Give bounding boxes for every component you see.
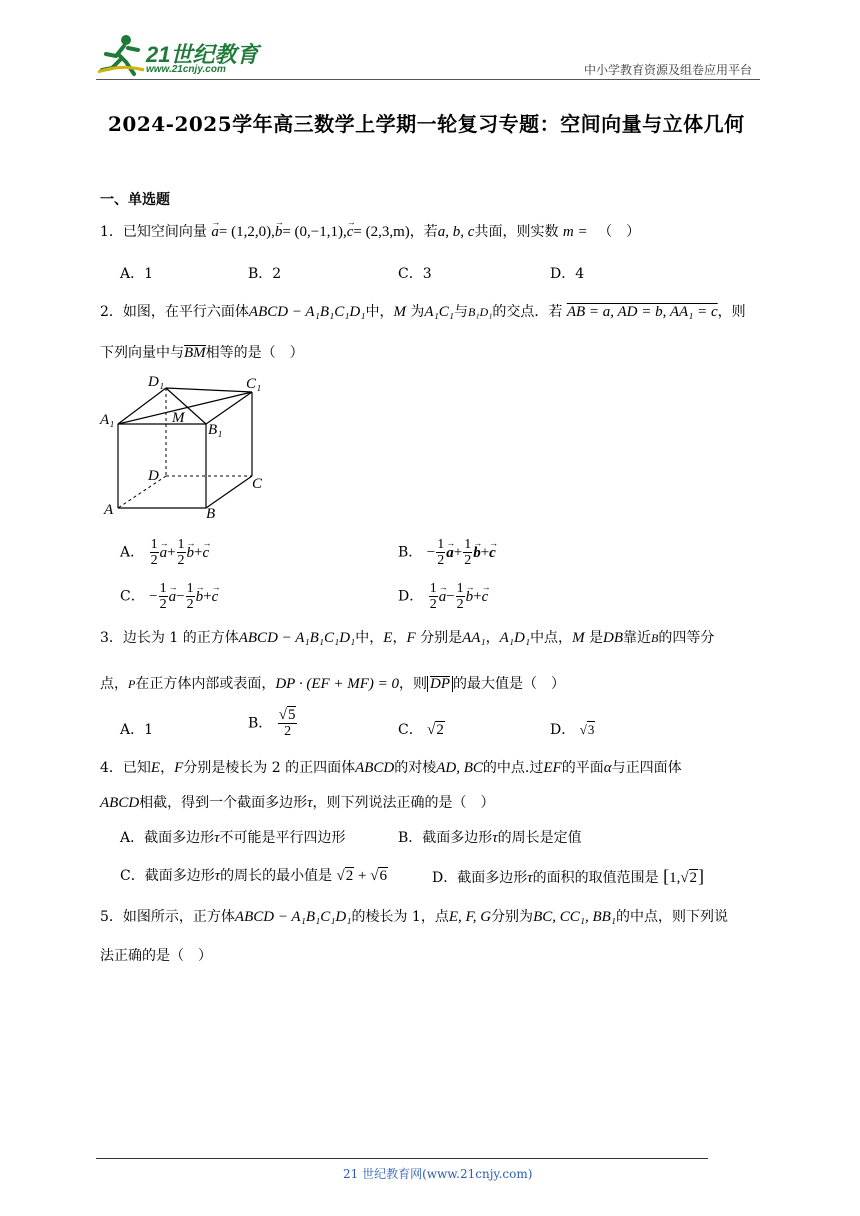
q2-text-4: 与 bbox=[454, 304, 469, 320]
q3-text-4: 中点， bbox=[530, 630, 573, 646]
sqrt-6: √6 bbox=[370, 868, 387, 884]
q2-option-c[interactable]: C． − $\frac{1}{2}$ → a− $\frac{1}{2}$ → b+→ c bbox=[120, 581, 218, 612]
q3-DP: DP bbox=[430, 676, 451, 692]
q3-text-5: 是 bbox=[589, 630, 604, 646]
q3-option-b-label: B． bbox=[248, 715, 273, 732]
frac-half: $\frac{1}{2}$ bbox=[437, 537, 445, 568]
q3-P: P bbox=[128, 677, 136, 691]
q1-option-b[interactable]: B．2 bbox=[248, 266, 282, 282]
q5-number: 5． bbox=[100, 909, 123, 925]
sqrt-2: √2 bbox=[336, 868, 354, 884]
q2-B1D1: B₁D₁ bbox=[468, 305, 493, 319]
q2-parallelepiped-figure bbox=[96, 370, 276, 520]
question-4-line-2 bbox=[100, 792, 495, 814]
q3-text-7: 的四等分 bbox=[658, 630, 715, 646]
frac-half: $\frac{1}{2}$ bbox=[177, 537, 185, 568]
question-3: 3．边长为 1 的正方体ABCD − A₁B₁C₁D₁中，E，F 分别是AA₁，A₁D₁中点，M 是DB靠近B的四等分 bbox=[100, 630, 715, 646]
q3-text-6: 靠近 bbox=[623, 630, 652, 646]
q4-E: E bbox=[150, 760, 161, 776]
q1-m: m = bbox=[562, 224, 588, 240]
q4-ABCD-2: ABCD bbox=[100, 795, 140, 811]
q4-ABCD: ABCD bbox=[355, 760, 395, 776]
q2-text-5: 的交点．若 bbox=[492, 304, 563, 320]
q4-option-c-text-2: 的周长的最小值是 bbox=[220, 868, 333, 884]
q2-option-b-label: B． bbox=[398, 544, 423, 561]
question-1 bbox=[100, 221, 640, 243]
q5-solid: ABCD − A₁B₁C₁D₁ bbox=[234, 909, 352, 925]
vec-a: → a bbox=[211, 221, 219, 243]
q4-option-d-text-2: 的面积的取值范围是 bbox=[532, 870, 659, 886]
frac-sqrt5-over-2: $\frac{√5}{2}$ bbox=[278, 707, 296, 739]
q2-option-a-label: A． bbox=[120, 544, 145, 561]
question-5-line-2: 法正确的是（ ） bbox=[100, 948, 212, 964]
q2-option-d-label: D． bbox=[398, 588, 424, 605]
label-B1: B₁ bbox=[208, 422, 223, 438]
label-C: C bbox=[252, 476, 263, 492]
q2-option-a[interactable]: A． $\frac{1}{2}$ → a+ $\frac{1}{2}$ → b+→ c bbox=[120, 537, 209, 568]
label-M: M bbox=[172, 410, 185, 426]
q1-b-value: = (0,−1,1), bbox=[282, 224, 347, 240]
q1-option-a[interactable]: A．1 bbox=[120, 266, 154, 282]
q3-condition: DP · (EF + MF) = 0 bbox=[275, 676, 400, 692]
q3-AA1: AA₁ bbox=[462, 630, 486, 646]
label-A: A bbox=[104, 502, 114, 518]
q2-M: M bbox=[393, 304, 406, 320]
interval-1-sqrt2: [ bbox=[663, 866, 670, 886]
logo-runner-icon bbox=[96, 34, 146, 76]
frac-half: $\frac{1}{2}$ bbox=[186, 581, 194, 612]
q4-text-5: 的平面 bbox=[561, 760, 604, 776]
q3-F: F bbox=[406, 630, 416, 646]
q2-option-b[interactable]: B． − $\frac{1}{2}$ → a+ $\frac{1}{2}$ → b+→ c bbox=[398, 537, 496, 568]
question-4: 4．已知E，F分别是棱长为 2 的正四面体ABCD的对棱AD, BC的中点.过EF的平面α与正四面体 bbox=[100, 760, 682, 776]
q4-tau: τ bbox=[307, 795, 313, 811]
q5-edges: BC, CC₁, BB₁ bbox=[533, 909, 616, 925]
q3-DB: DB bbox=[603, 630, 624, 646]
q3-option-c-label: C． bbox=[398, 722, 423, 738]
sqrt-2: √2 bbox=[427, 722, 444, 738]
frac-half: $\frac{1}{2}$ bbox=[464, 537, 472, 568]
q1-a-value: = (1,2,0), bbox=[218, 224, 275, 240]
q2-text-6: ，则 bbox=[717, 304, 746, 320]
q4-option-d[interactable]: D．截面多边形τ的面积的取值范围是 [1,√2] bbox=[432, 865, 704, 889]
sqrt-2: √2 bbox=[680, 870, 698, 886]
q4-option-b-text-2: 的周长是定值 bbox=[497, 830, 582, 846]
q4-option-c[interactable]: C．截面多边形τ的周长的最小值是 √2 + √6 bbox=[120, 865, 388, 887]
q4-option-a-text: A．截面多边形 bbox=[120, 830, 215, 846]
q4-text-6: 与正四面体 bbox=[611, 760, 682, 776]
q5-text: 如图所示，正方体 bbox=[122, 909, 235, 925]
q3-B: B bbox=[651, 631, 659, 645]
q3-line2-text-c: ，则 bbox=[399, 676, 428, 692]
q3-solid: ABCD − A₁B₁C₁D₁ bbox=[238, 630, 356, 646]
q2-option-c-label: C． bbox=[120, 588, 145, 605]
footer-text[interactable]: 21 世纪教育网(www.21cnjy.com) bbox=[343, 1167, 533, 1181]
q4-option-d-text: D．截面多边形 bbox=[432, 870, 528, 886]
frac-half: $\frac{1}{2}$ bbox=[159, 581, 167, 612]
q3-E: E bbox=[383, 630, 393, 646]
q5-text-3: 分别为 bbox=[491, 909, 534, 925]
q3-option-d-label: D． bbox=[550, 722, 576, 738]
vec-c: → c bbox=[347, 221, 354, 243]
page-title: 2024-2025学年高三数学上学期一轮复习专题：空间向量与立体几何 bbox=[108, 112, 745, 136]
q4-line2-text: 相截，得到一个截面多边形 bbox=[139, 795, 308, 811]
q4-option-a-text-2: 不可能是平行四边形 bbox=[219, 830, 346, 846]
question-3-line-2 bbox=[100, 673, 565, 695]
q4-text-3: 的对棱 bbox=[394, 760, 437, 776]
q3-text-3: 分别是 bbox=[420, 630, 463, 646]
q5-EFG: E, F, G bbox=[448, 909, 492, 925]
label-A1: A₁ bbox=[100, 412, 115, 428]
q3-option-b[interactable] bbox=[248, 708, 298, 739]
q1-c-value: = (2,3,m) bbox=[353, 224, 410, 240]
q4-text-4: 的中点.过 bbox=[482, 760, 544, 776]
q4-option-c-text: C．截面多边形 bbox=[120, 868, 215, 884]
q4-alpha: α bbox=[603, 760, 612, 776]
q2-text-3: 为 bbox=[410, 304, 425, 320]
q3-line2-text-d: 的最大值是（ ） bbox=[453, 676, 566, 692]
q1-text-mid: ，若 bbox=[409, 224, 438, 240]
q1-number: 1． bbox=[100, 224, 123, 240]
q5-text-2: 的棱长为 1，点 bbox=[351, 909, 449, 925]
q1-text: 已知空间向量 bbox=[122, 224, 207, 240]
sqrt-3: √3 bbox=[579, 722, 595, 737]
label-D1: D₁ bbox=[148, 374, 165, 390]
q3-comma: ， bbox=[392, 630, 407, 646]
q3-M: M bbox=[572, 630, 585, 646]
frac-half: $\frac{1}{2}$ bbox=[150, 537, 158, 568]
q3-option-c[interactable] bbox=[398, 719, 445, 741]
q4-number: 4． bbox=[100, 760, 123, 776]
question-5 bbox=[100, 906, 728, 928]
q4-text: 已知 bbox=[122, 760, 151, 776]
label-D: D bbox=[148, 468, 159, 484]
label-C1: C₁ bbox=[246, 376, 262, 392]
q4-line2-text-c: ，则下列说法正确的是（ ） bbox=[312, 795, 495, 811]
q3-line2-text: 点， bbox=[100, 676, 128, 692]
q2-vectors: AB = a, AD = b, AA₁ = c bbox=[566, 304, 718, 320]
q4-EF: EF bbox=[543, 760, 562, 776]
q5-text-4: 的中点，则下列说 bbox=[616, 909, 728, 925]
q2-text-2: 中， bbox=[365, 304, 394, 320]
q3-number: 3． bbox=[100, 630, 123, 646]
q2-text: 如图，在平行六面体 bbox=[122, 304, 249, 320]
q2-A1C1: A₁C₁ bbox=[424, 304, 455, 320]
q2-number: 2． bbox=[100, 304, 123, 320]
q4-F: F bbox=[174, 760, 184, 776]
frac-half: $\frac{1}{2}$ bbox=[456, 581, 464, 612]
logo-sub: www.21cnjy.com bbox=[146, 64, 226, 75]
q4-option-b[interactable]: B．截面多边形τ的周长是定值 bbox=[398, 830, 582, 846]
vec-b: → b bbox=[275, 221, 283, 243]
q2-line2-text-b: 相等的是（ ） bbox=[205, 345, 304, 361]
q3-line2-text-b: 在正方体内部或表面， bbox=[135, 676, 276, 692]
q1-option-d[interactable]: D．4 bbox=[550, 266, 585, 282]
q3-text-2: 中， bbox=[355, 630, 384, 646]
q3-A1D1: A₁D₁ bbox=[499, 630, 531, 646]
q4-text-2: 分别是棱长为 2 的正四面体 bbox=[183, 760, 356, 776]
q3-option-a[interactable]: A．1 bbox=[120, 722, 154, 738]
section-heading: 一、单选题 bbox=[100, 191, 170, 207]
q2-option-d[interactable]: D． $\frac{1}{2}$ → a− $\frac{1}{2}$ → b+→ c bbox=[398, 581, 488, 612]
footer-rule bbox=[96, 1158, 708, 1159]
q4-option-a[interactable]: A．截面多边形τ不可能是平行四边形 bbox=[120, 830, 346, 846]
question-2-line-2 bbox=[100, 342, 304, 364]
q1-option-c[interactable]: C．3 bbox=[398, 266, 432, 282]
q4-AD-BC: AD, BC bbox=[436, 760, 483, 776]
q1-text-post: 共面，则实数 bbox=[474, 224, 559, 240]
header-rule bbox=[96, 79, 760, 80]
q2-solid: ABCD − A₁B₁C₁D₁ bbox=[248, 304, 366, 320]
q1-paren: （ ） bbox=[598, 224, 641, 240]
q2-line2-text: 下列向量中与 bbox=[100, 345, 184, 361]
q2-BM: BM bbox=[184, 345, 206, 361]
q4-option-b-text: B．截面多边形 bbox=[398, 830, 493, 846]
question-2 bbox=[100, 301, 746, 323]
q1-abc: a, b, c bbox=[437, 224, 475, 240]
label-B: B bbox=[206, 506, 216, 520]
logo-main: 21世纪教育 bbox=[146, 42, 259, 67]
platform-name: 中小学教育资源及组卷应用平台 bbox=[584, 63, 753, 77]
q3-option-d[interactable] bbox=[550, 719, 595, 741]
q3-text: 边长为 1 的正方体 bbox=[122, 630, 239, 646]
frac-half: $\frac{1}{2}$ bbox=[429, 581, 437, 612]
